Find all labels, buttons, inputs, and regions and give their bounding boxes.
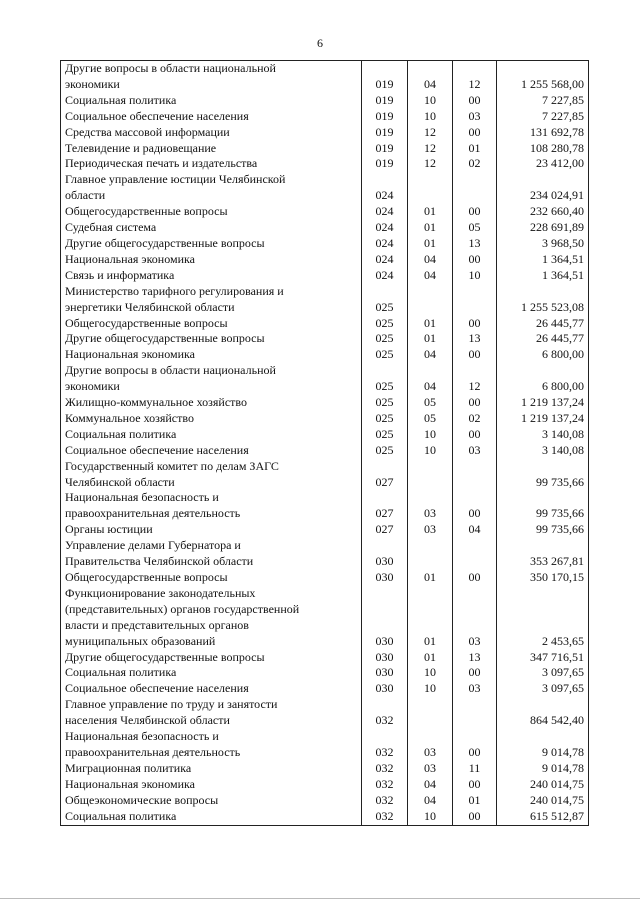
row-section-cell: 03 [408,729,453,761]
row-section-cell: 04 [408,793,453,809]
table-row [61,268,589,284]
row-name-cell: Главное управление юстиции Челябинской области [61,172,362,204]
table-row [61,427,589,443]
row-sum-cell: 3 968,50 [497,236,589,252]
row-section-cell: 05 [408,411,453,427]
page-number: 6 [317,36,323,50]
row-sum-cell: 1 219 137,24 [497,411,589,427]
row-ved-cell: 024 [362,172,408,204]
row-name-cell: Общегосударственные вопросы [61,204,362,220]
table-row [61,729,589,761]
row-subsection-cell: 01 [453,793,497,809]
table-row [61,220,589,236]
table-row [61,363,589,395]
row-name-cell: Жилищно-коммунальное хозяйство [61,395,362,411]
row-subsection-cell: 00 [453,777,497,793]
row-sum-cell: 3 097,65 [497,665,589,681]
row-name-cell: Общегосударственные вопросы [61,570,362,586]
table-row [61,697,589,729]
row-name-cell: Социальная политика [61,427,362,443]
row-sum-cell: 3 140,08 [497,443,589,459]
row-name-cell: Социальная политика [61,93,362,109]
row-sum-cell: 26 445,77 [497,331,589,347]
row-sum-cell: 9 014,78 [497,761,589,777]
row-ved-cell: 032 [362,777,408,793]
table-row [61,538,589,570]
row-subsection-cell: 13 [453,331,497,347]
table-row [61,395,589,411]
row-name-cell: Главное управление по труду и занятости населения Челябинской области [61,697,362,729]
row-sum-cell: 6 800,00 [497,347,589,363]
row-sum-cell: 3 140,08 [497,427,589,443]
row-section-cell [408,538,453,570]
row-sum-cell: 99 735,66 [497,490,589,522]
row-subsection-cell: 00 [453,125,497,141]
row-name-cell: Социальное обеспечение населения [61,681,362,697]
table-row [61,522,589,538]
row-subsection-cell: 00 [453,395,497,411]
row-subsection-cell: 00 [453,316,497,332]
row-section-cell: 12 [408,156,453,172]
row-section-cell: 10 [408,427,453,443]
row-sum-cell: 99 735,66 [497,459,589,491]
table-row [61,570,589,586]
row-name-cell: Другие общегосударственные вопросы [61,236,362,252]
row-sum-cell: 23 412,00 [497,156,589,172]
row-name-cell: Национальная экономика [61,252,362,268]
row-ved-cell: 030 [362,665,408,681]
row-subsection-cell: 00 [453,347,497,363]
row-ved-cell: 032 [362,761,408,777]
row-ved-cell: 027 [362,522,408,538]
row-section-cell: 01 [408,331,453,347]
row-sum-cell: 3 097,65 [497,681,589,697]
row-sum-cell: 6 800,00 [497,363,589,395]
row-section-cell: 04 [408,363,453,395]
row-subsection-cell: 05 [453,220,497,236]
row-ved-cell: 027 [362,459,408,491]
row-name-cell: Средства массовой информации [61,125,362,141]
row-ved-cell: 019 [362,156,408,172]
row-name-cell: Социальное обеспечение населения [61,109,362,125]
row-subsection-cell: 11 [453,761,497,777]
row-ved-cell: 030 [362,586,408,650]
row-name-cell: Судебная система [61,220,362,236]
row-subsection-cell: 00 [453,252,497,268]
row-sum-cell: 1 364,51 [497,268,589,284]
row-ved-cell: 024 [362,220,408,236]
row-name-cell: Министерство тарифного регулирования и энергетики Челябинской области [61,284,362,316]
row-name-cell: Связь и информатика [61,268,362,284]
row-section-cell: 10 [408,93,453,109]
row-subsection-cell: 00 [453,729,497,761]
row-section-cell: 10 [408,809,453,825]
row-ved-cell: 025 [362,331,408,347]
row-name-cell: Социальная политика [61,809,362,825]
row-name-cell: Общеэкономические вопросы [61,793,362,809]
row-sum-cell: 2 453,65 [497,586,589,650]
row-sum-cell: 7 227,85 [497,93,589,109]
row-sum-cell: 232 660,40 [497,204,589,220]
table-row [61,443,589,459]
table-row [61,204,589,220]
row-section-cell [408,697,453,729]
row-name-cell: Национальная экономика [61,347,362,363]
table-row [61,459,589,491]
row-sum-cell: 234 024,91 [497,172,589,204]
row-subsection-cell: 00 [453,490,497,522]
row-section-cell: 01 [408,586,453,650]
row-ved-cell: 030 [362,650,408,666]
row-ved-cell: 019 [362,141,408,157]
row-name-cell: Национальная безопасность и правоохранительная деятельность [61,729,362,761]
row-subsection-cell: 03 [453,681,497,697]
row-sum-cell: 1 255 568,00 [497,61,589,93]
row-subsection-cell: 00 [453,204,497,220]
row-section-cell [408,459,453,491]
row-section-cell: 04 [408,347,453,363]
row-ved-cell: 025 [362,443,408,459]
table-row [61,331,589,347]
row-subsection-cell [453,284,497,316]
row-sum-cell: 228 691,89 [497,220,589,236]
row-section-cell: 04 [408,268,453,284]
row-section-cell: 01 [408,316,453,332]
row-sum-cell: 99 735,66 [497,522,589,538]
table-row [61,284,589,316]
table-row [61,490,589,522]
table-row [61,681,589,697]
row-ved-cell: 025 [362,347,408,363]
row-ved-cell: 024 [362,204,408,220]
table-row [61,809,589,825]
row-name-cell: Социальная политика [61,665,362,681]
table-row [61,141,589,157]
row-section-cell: 05 [408,395,453,411]
row-ved-cell: 019 [362,109,408,125]
row-ved-cell: 032 [362,809,408,825]
table-row [61,777,589,793]
row-section-cell: 03 [408,761,453,777]
row-ved-cell: 032 [362,729,408,761]
row-sum-cell: 1 219 137,24 [497,395,589,411]
row-subsection-cell: 13 [453,236,497,252]
row-ved-cell: 019 [362,61,408,93]
row-ved-cell: 025 [362,316,408,332]
row-ved-cell: 025 [362,427,408,443]
row-section-cell: 01 [408,570,453,586]
row-ved-cell: 032 [362,697,408,729]
row-sum-cell: 108 280,78 [497,141,589,157]
row-ved-cell: 025 [362,363,408,395]
table-row [61,172,589,204]
row-sum-cell: 240 014,75 [497,793,589,809]
row-section-cell: 10 [408,665,453,681]
row-name-cell: Периодическая печать и издательства [61,156,362,172]
table-row [61,650,589,666]
table-row [61,93,589,109]
row-subsection-cell: 12 [453,61,497,93]
row-ved-cell: 019 [362,125,408,141]
row-section-cell: 03 [408,522,453,538]
row-subsection-cell: 03 [453,109,497,125]
table-row [61,761,589,777]
row-name-cell: Государственный комитет по делам ЗАГС Челябинской области [61,459,362,491]
row-sum-cell: 26 445,77 [497,316,589,332]
row-ved-cell: 024 [362,252,408,268]
row-name-cell: Другие вопросы в области национальной экономики [61,363,362,395]
table-row [61,252,589,268]
row-section-cell: 04 [408,777,453,793]
row-subsection-cell: 00 [453,809,497,825]
row-section-cell: 12 [408,125,453,141]
row-subsection-cell: 00 [453,665,497,681]
row-subsection-cell: 02 [453,156,497,172]
row-name-cell: Органы юстиции [61,522,362,538]
row-name-cell: Общегосударственные вопросы [61,316,362,332]
row-sum-cell: 615 512,87 [497,809,589,825]
table-row [61,61,589,93]
table-row [61,347,589,363]
row-section-cell: 10 [408,109,453,125]
table-row [61,411,589,427]
row-name-cell: Национальная экономика [61,777,362,793]
table-row [61,586,589,650]
row-section-cell: 01 [408,204,453,220]
row-subsection-cell: 03 [453,586,497,650]
row-sum-cell: 864 542,40 [497,697,589,729]
row-name-cell: Управление делами Губернатора и Правительства Челябинской области [61,538,362,570]
page-edge-divider [0,898,640,899]
table-row [61,665,589,681]
row-sum-cell: 240 014,75 [497,777,589,793]
row-sum-cell: 9 014,78 [497,729,589,761]
row-section-cell: 12 [408,141,453,157]
row-name-cell: Другие общегосударственные вопросы [61,650,362,666]
table-row [61,316,589,332]
row-section-cell: 04 [408,61,453,93]
row-ved-cell: 019 [362,93,408,109]
table-row [61,109,589,125]
row-subsection-cell: 03 [453,443,497,459]
row-ved-cell: 025 [362,411,408,427]
row-ved-cell: 030 [362,538,408,570]
row-sum-cell: 353 267,81 [497,538,589,570]
row-subsection-cell [453,172,497,204]
row-subsection-cell: 04 [453,522,497,538]
row-subsection-cell [453,538,497,570]
row-subsection-cell [453,459,497,491]
row-section-cell: 10 [408,681,453,697]
row-subsection-cell: 12 [453,363,497,395]
row-section-cell [408,284,453,316]
row-sum-cell: 350 170,15 [497,570,589,586]
row-name-cell: Другие вопросы в области национальной экономики [61,61,362,93]
row-ved-cell: 027 [362,490,408,522]
table-row [61,793,589,809]
table-row [61,156,589,172]
row-section-cell: 01 [408,236,453,252]
table-row [61,236,589,252]
row-ved-cell: 032 [362,793,408,809]
row-subsection-cell: 13 [453,650,497,666]
row-name-cell: Коммунальное хозяйство [61,411,362,427]
row-ved-cell: 024 [362,268,408,284]
row-name-cell: Социальное обеспечение населения [61,443,362,459]
row-name-cell: Функционирование законодательных (представительных) органов государственной власти и представительных органов муниципальных образований [61,586,362,650]
row-section-cell: 01 [408,220,453,236]
row-sum-cell: 7 227,85 [497,109,589,125]
row-subsection-cell [453,697,497,729]
row-subsection-cell: 01 [453,141,497,157]
budget-table [60,60,589,826]
row-name-cell: Телевидение и радиовещание [61,141,362,157]
row-sum-cell: 131 692,78 [497,125,589,141]
row-subsection-cell: 10 [453,268,497,284]
row-subsection-cell: 00 [453,427,497,443]
row-section-cell: 01 [408,650,453,666]
row-ved-cell: 030 [362,681,408,697]
row-sum-cell: 1 364,51 [497,252,589,268]
row-subsection-cell: 00 [453,93,497,109]
row-ved-cell: 025 [362,284,408,316]
row-ved-cell: 024 [362,236,408,252]
row-sum-cell: 1 255 523,08 [497,284,589,316]
row-ved-cell: 030 [362,570,408,586]
row-subsection-cell: 00 [453,570,497,586]
row-ved-cell: 025 [362,395,408,411]
row-section-cell: 04 [408,252,453,268]
row-name-cell: Другие общегосударственные вопросы [61,331,362,347]
row-section-cell: 10 [408,443,453,459]
row-name-cell: Миграционная политика [61,761,362,777]
row-sum-cell: 347 716,51 [497,650,589,666]
row-subsection-cell: 02 [453,411,497,427]
row-section-cell: 03 [408,490,453,522]
row-name-cell: Национальная безопасность и правоохранительная деятельность [61,490,362,522]
row-section-cell [408,172,453,204]
table-body [61,61,589,826]
table-row [61,125,589,141]
